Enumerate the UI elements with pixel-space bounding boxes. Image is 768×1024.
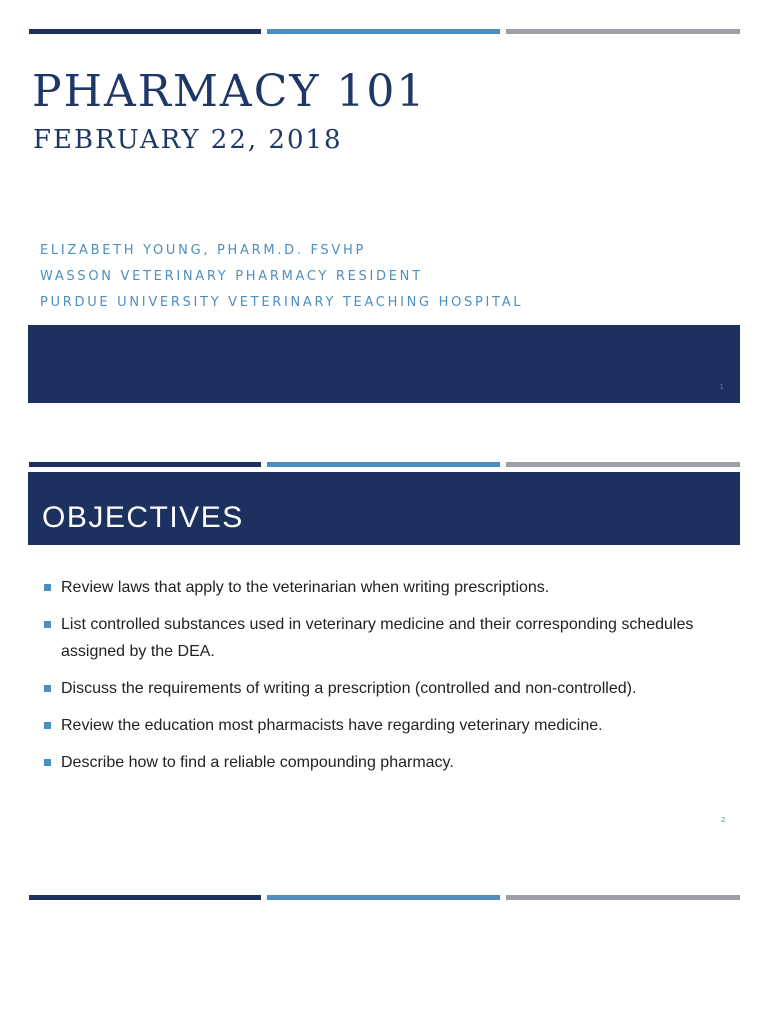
stripe-gray <box>506 29 740 34</box>
stripe-navy <box>29 895 261 900</box>
objective-text: List controlled substances used in veterinary medicine and their corresponding schedules assigned by the DEA. <box>61 616 694 660</box>
author-name: ELIZABETH YOUNG, PHARM.D. FSVHP <box>40 243 366 258</box>
square-bullet-icon <box>44 621 51 628</box>
stripe-gray <box>506 462 740 467</box>
stripe-gray <box>506 895 740 900</box>
square-bullet-icon <box>44 722 51 729</box>
author-institution: PURDUE UNIVERSITY VETERINARY TEACHING HOSPITAL <box>40 295 524 310</box>
objectives-heading: OBJECTIVES <box>42 501 244 534</box>
objectives-list <box>44 574 734 786</box>
square-bullet-icon <box>44 685 51 692</box>
stripe-teal <box>267 462 500 467</box>
slide1-number: 1 <box>719 383 724 391</box>
objective-text: Describe how to find a reliable compounding pharmacy. <box>61 754 454 771</box>
list-item <box>44 675 734 702</box>
stripe-teal <box>267 29 500 34</box>
slide1-subtitle: FEBRUARY 22, 2018 <box>33 125 343 155</box>
slide1-top-stripes <box>29 29 740 34</box>
square-bullet-icon <box>44 584 51 591</box>
author-position: WASSON VETERINARY PHARMACY RESIDENT <box>40 269 423 284</box>
slide3-top-stripes <box>29 895 740 900</box>
stripe-navy <box>29 462 261 467</box>
stripe-navy <box>29 29 261 34</box>
objective-text: Review the education most pharmacists have regarding veterinary medicine. <box>61 717 603 734</box>
slide2-top-stripes <box>29 462 740 467</box>
slide2-number: 2 <box>721 816 726 824</box>
objective-text: Discuss the requirements of writing a prescription (controlled and non-controlled). <box>61 680 637 697</box>
list-item <box>44 712 734 739</box>
square-bullet-icon <box>44 759 51 766</box>
objective-text: Review laws that apply to the veterinarian when writing prescriptions. <box>61 579 550 596</box>
list-item <box>44 574 734 601</box>
slide1-title: PHARMACY 101 <box>32 66 427 117</box>
list-item <box>44 611 734 665</box>
list-item <box>44 749 734 776</box>
stripe-teal <box>267 895 500 900</box>
slide1-footer-banner <box>28 325 740 403</box>
